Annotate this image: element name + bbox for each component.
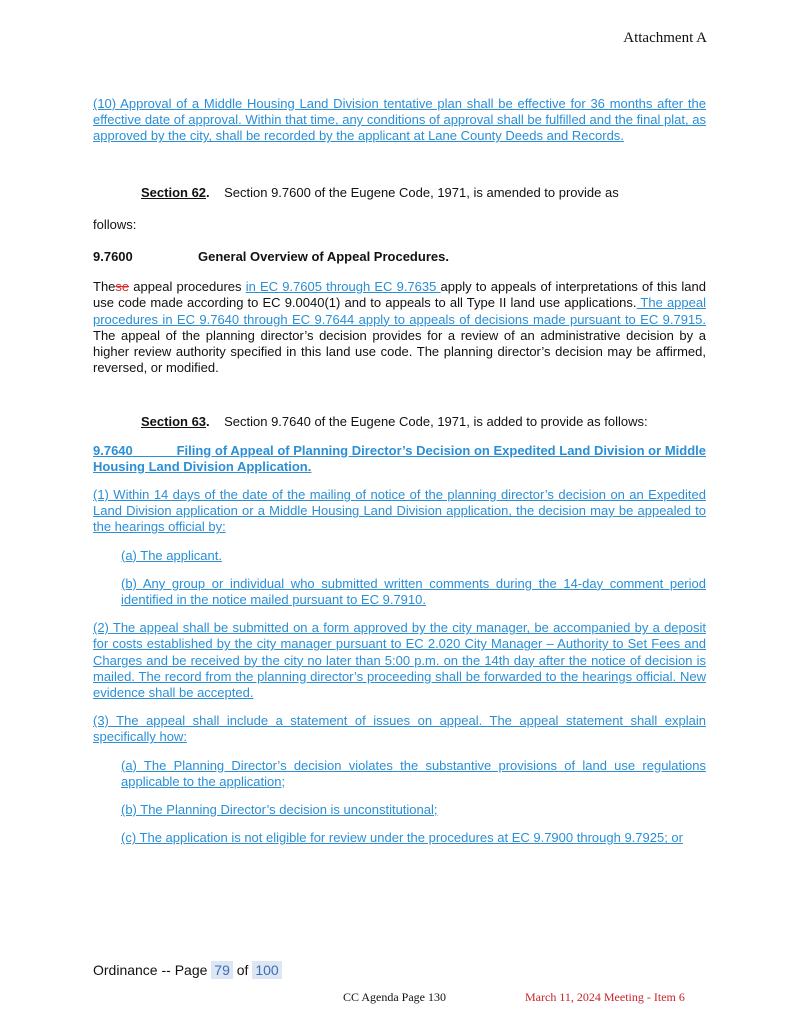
subsection-3: (3) The appeal shall include a statement of issues on appeal. The appeal statement shall explain specifically how:	[93, 713, 706, 745]
subsection-1a: (a) The applicant.	[121, 547, 222, 563]
paragraph-9-7600: These appeal procedures in EC 9.7605 through EC 9.7635 apply to appeals of interpretations of this land use code made according to EC 9.0040(1) and to appeals to all Type II land use applications. The appeal procedures in EC 9.7640 through EC 9.7644 apply to appeals of decisions made pursuant to EC 9.7915. The appeal of the planning director’s decision provides for a review of an administrative decision by a higher review authority specified in this land use code. The planning director’s decision may be affirmed, reversed, or modified.	[93, 279, 706, 376]
subsection-3c: (c) The application is not eligible for review under the procedures at EC 9.7900 through 9.7925; or	[121, 830, 683, 846]
agenda-page-label: CC Agenda Page 130	[343, 990, 446, 1004]
attachment-label: Attachment A	[623, 30, 707, 46]
section-62-continuation: follows:	[93, 216, 137, 232]
section-63-line: Section 63. Section 9.7640 of the Eugene Code, 1971, is added to provide as follows:	[141, 414, 648, 430]
ordinance-page-footer: Ordinance -- Page 79 of 100	[93, 962, 282, 978]
section-63-text: Section 9.7640 of the Eugene Code, 1971, is added to provide as follows:	[224, 414, 648, 430]
subsection-3a: (a) The Planning Director’s decision violates the substantive provisions of land use regulations applicable to the application;	[121, 757, 706, 789]
deleted-text: se	[115, 279, 130, 295]
heading-9-7640	[93, 443, 706, 475]
page-total: 100	[252, 961, 281, 979]
meeting-label: March 11, 2024 Meeting - Item 6	[525, 990, 685, 1004]
subsection-2: (2) The appeal shall be submitted on a form approved by the city manager, be accompanied by a deposit for costs established by the city manager pursuant to EC 2.020 City Manager – Authority to Set Fees and Charges and be received by the city no later than 5:00 p.m. on the 14th day after the notice of decision is mailed. The record from the planning director’s proceeding shall be forwarded to the hearings official. New evidence shall be accepted.	[93, 620, 706, 701]
inserted-text-2: The appeal procedures in EC 9.7640 through EC 9.7644 apply to appeals of decisions made pursuant to EC 9.7915.	[93, 295, 706, 327]
heading-9-7640-number: 9.7640	[93, 442, 133, 458]
subsection-1: (1) Within 14 days of the date of the mailing of notice of the planning director’s decision on an Expedited Land Division application or a Middle Housing Land Division application, the decision may be appealed to the hearings official by:	[93, 487, 706, 535]
section-63-label: Section 63	[141, 414, 207, 430]
subsection-3b: (b) The Planning Director’s decision is unconstitutional;	[121, 802, 438, 818]
section-62-line: Section 62. Section 9.7600 of the Eugene Code, 1971, is amended to provide as	[141, 184, 619, 200]
inserted-text-1: in EC 9.7605 through EC 9.7635	[245, 279, 441, 295]
heading-9-7600	[93, 249, 706, 265]
heading-9-7600-number: 9.7600	[93, 249, 133, 265]
page-number: 79	[211, 961, 233, 979]
heading-9-7640-title: Filing of Appeal of Planning Director’s Decision on Expedited Land Division or Middle Housing Land Division Application.	[93, 442, 706, 474]
subsection-1b: (b) Any group or individual who submitted written comments during the 14-day comment period identified in the notice mailed pursuant to EC 9.7910.	[121, 575, 706, 608]
section-62-label: Section 62	[141, 184, 207, 200]
heading-9-7600-title: General Overview of Appeal Procedures.	[198, 249, 449, 265]
ordinance-label: Ordinance -- Page	[93, 962, 208, 978]
item-10-paragraph: (10) Approval of a Middle Housing Land Division tentative plan shall be effective for 36 months after the effective date of approval. Within that time, any conditions of approval shall be fulfilled and the final plat, as approved by the city, shall be recorded by the applicant at Lane County Deeds and Records.	[93, 96, 706, 144]
document-body	[93, 96, 706, 847]
section-62-text: Section 9.7600 of the Eugene Code, 1971, is amended to provide as	[224, 184, 619, 200]
